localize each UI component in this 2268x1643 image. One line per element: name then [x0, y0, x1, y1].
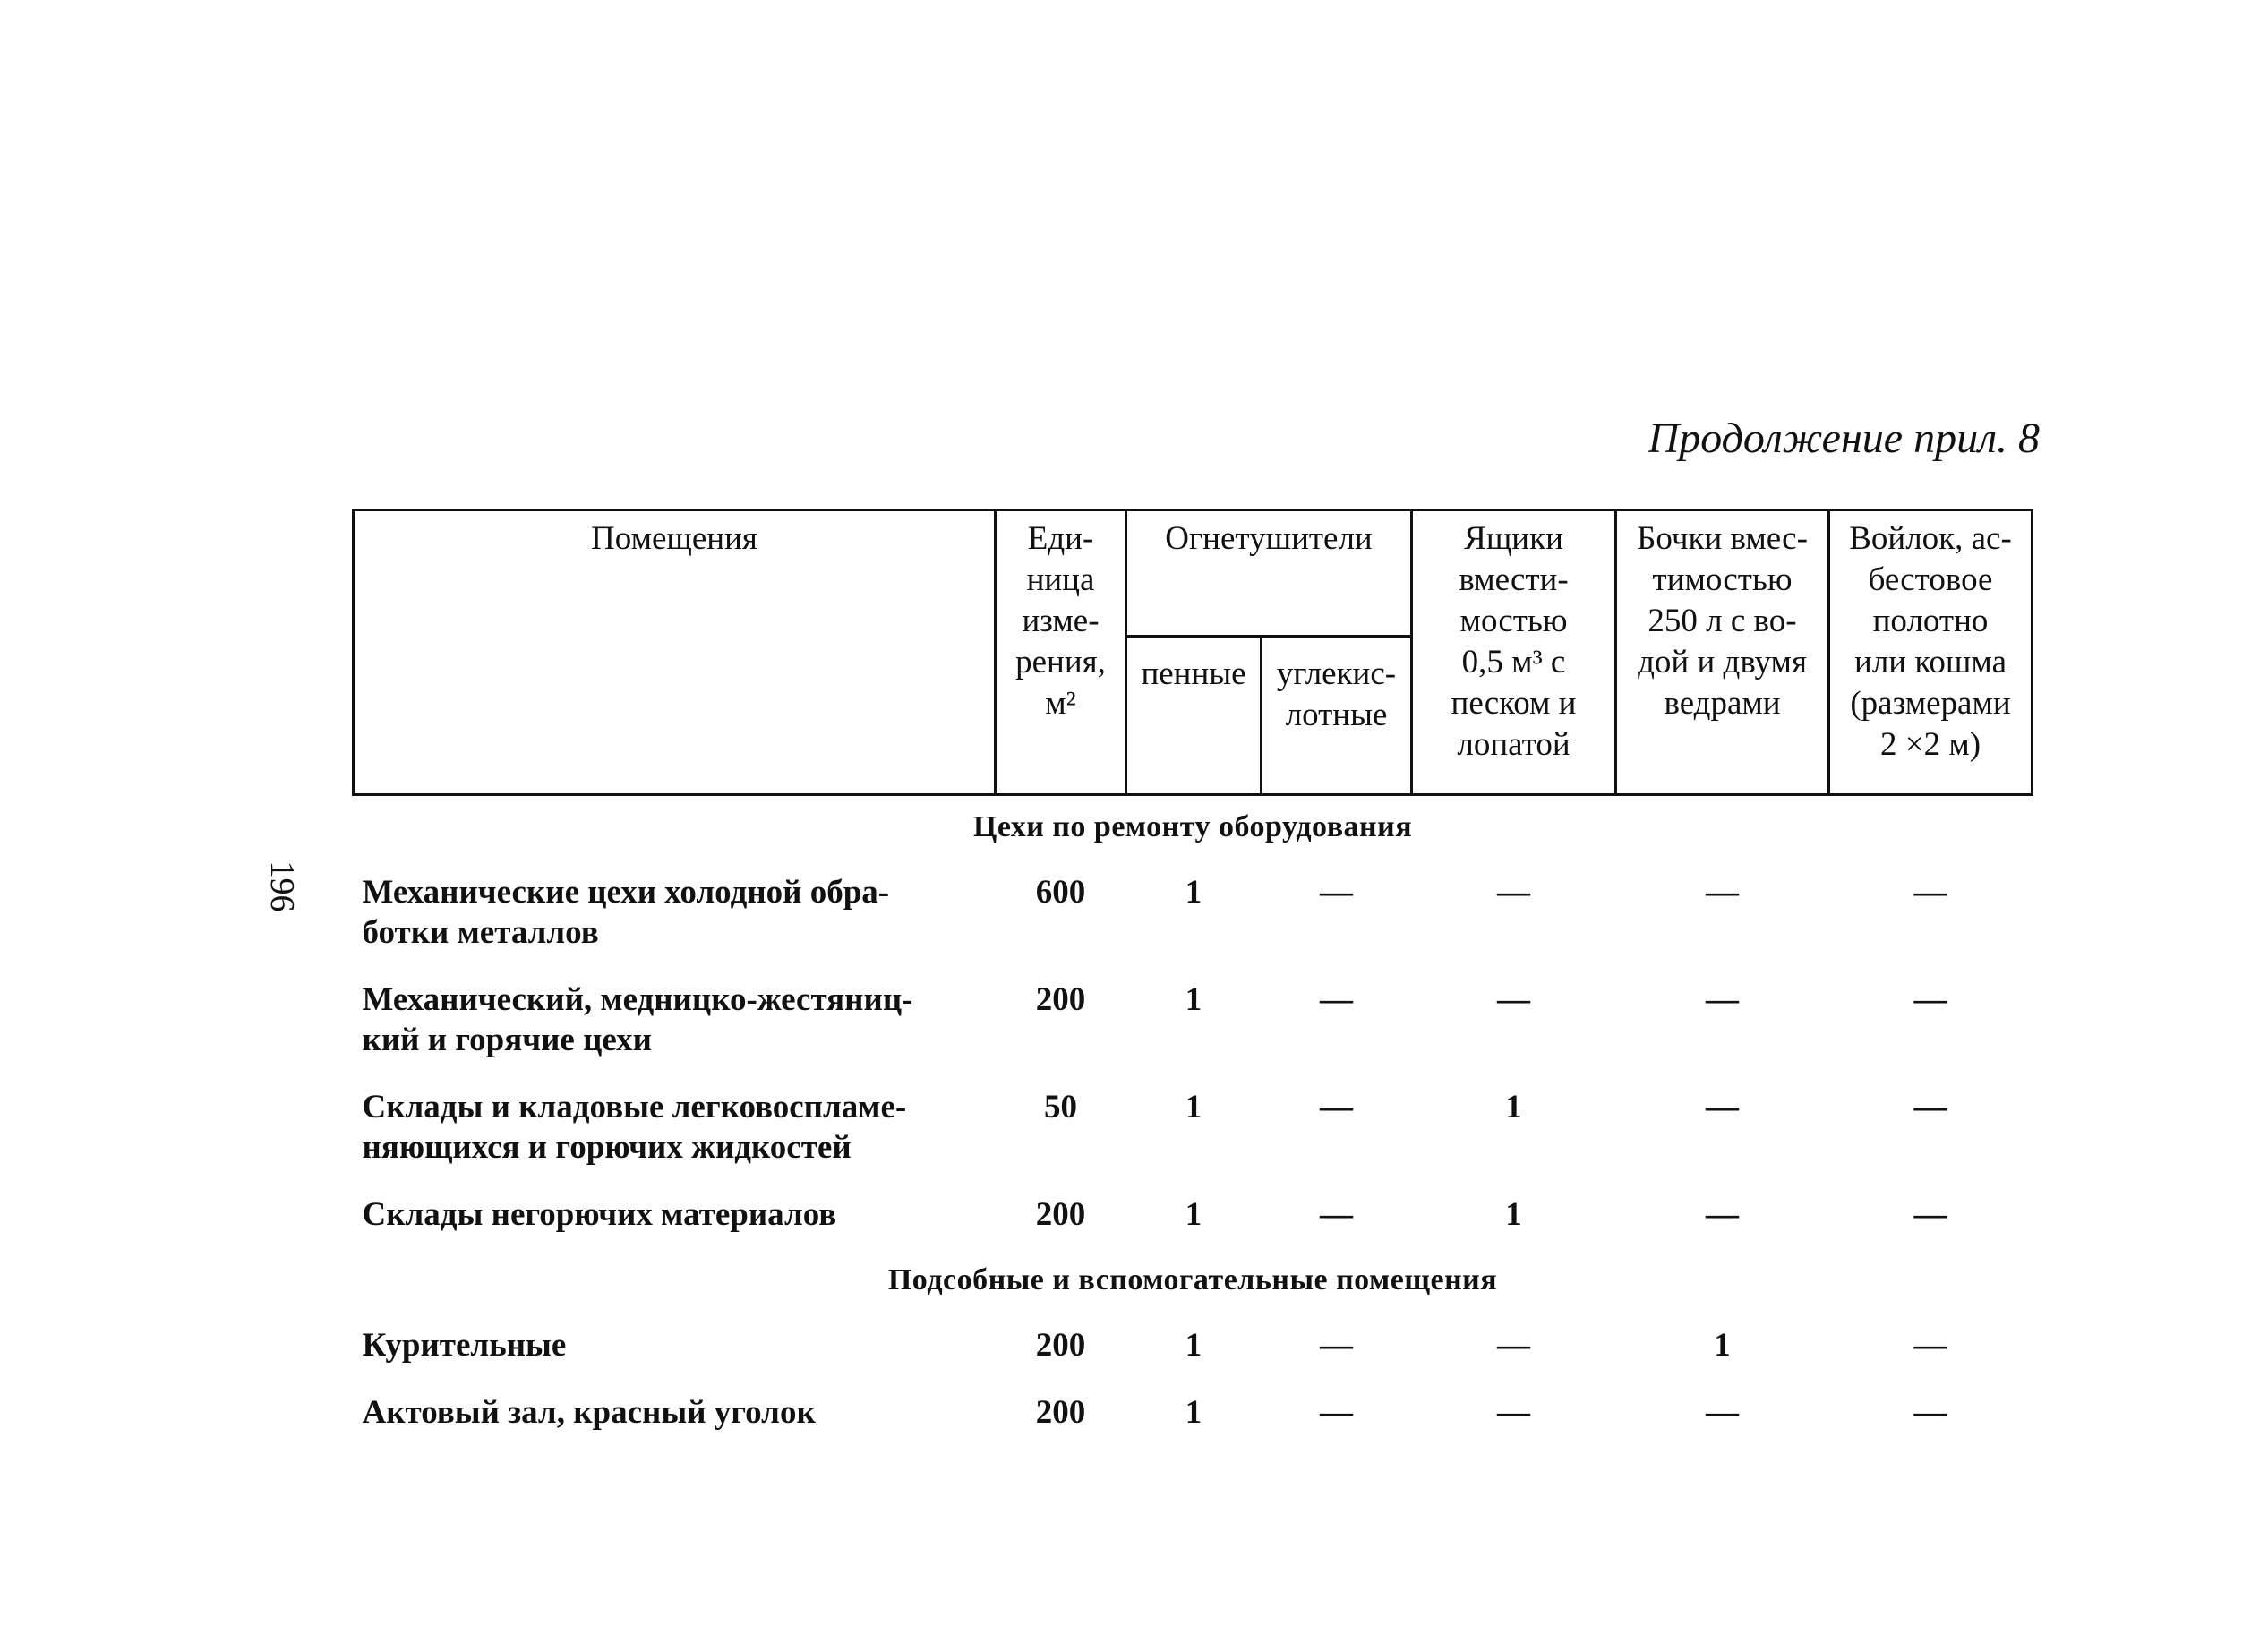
water-barrel-cell: — — [1706, 1089, 1740, 1125]
header-rooms: Помещения — [354, 510, 996, 795]
foam-extinguisher-cell: 1 — [1185, 1327, 1202, 1364]
unit-value-cell: 200 — [1035, 1196, 1086, 1233]
co2-extinguisher-cell: — — [1320, 1089, 1353, 1125]
unit-value-cell: 200 — [1035, 981, 1086, 1018]
sand-box-cell: — — [1497, 874, 1531, 911]
room-name-cell: Механический, медницко-жестяниц- кий и горячие цехи — [362, 981, 913, 1058]
co2-extinguisher-cell: — — [1320, 1394, 1353, 1431]
table-body — [354, 795, 2033, 1448]
sand-box-cell: 1 — [1505, 1196, 1522, 1233]
table-header — [354, 510, 2033, 795]
water-barrel-cell: — — [1706, 981, 1740, 1018]
section-heading-row — [354, 1249, 2033, 1313]
room-name-cell: Склады и кладовые легковоспламе- няющихся и горючих жидкостей — [362, 1089, 907, 1166]
room-name-cell: Механические цехи холодной обра- ботки металлов — [362, 874, 890, 951]
section-title: Цехи по ремонту оборудования — [972, 810, 1413, 843]
water-barrel-cell: — — [1706, 1394, 1740, 1431]
water-barrel-cell: — — [1706, 1196, 1740, 1233]
unit-value-cell: 600 — [1035, 874, 1086, 911]
table-row — [354, 1182, 2033, 1249]
header-foam: пенные — [1126, 637, 1262, 795]
header-barrels: Бочки вмес- тимостью 250 л с во- дой и двумя ведрами — [1616, 510, 1829, 795]
felt-cell: — — [1913, 1089, 1947, 1125]
foam-extinguisher-cell: 1 — [1185, 981, 1202, 1018]
table-row — [354, 1074, 2033, 1182]
unit-value-cell: 200 — [1035, 1327, 1086, 1364]
table-row — [354, 860, 2033, 967]
felt-cell: — — [1913, 1394, 1947, 1431]
table-row — [354, 1380, 2033, 1447]
section-heading-row — [354, 795, 2033, 860]
room-name-cell: Склады негорючих материалов — [362, 1196, 837, 1233]
room-name-cell: Курительные — [362, 1327, 567, 1364]
table-caption: Продолжение прил. 8 — [1648, 415, 2040, 462]
foam-extinguisher-cell: 1 — [1185, 1089, 1202, 1125]
unit-value-cell: 200 — [1035, 1394, 1086, 1431]
water-barrel-cell: 1 — [1714, 1327, 1731, 1364]
water-barrel-cell: — — [1706, 874, 1740, 911]
felt-cell: — — [1913, 1327, 1947, 1364]
table-row — [354, 1313, 2033, 1380]
foam-extinguisher-cell: 1 — [1185, 1196, 1202, 1233]
co2-extinguisher-cell: — — [1320, 874, 1353, 911]
table-row — [354, 967, 2033, 1074]
co2-extinguisher-cell: — — [1320, 981, 1353, 1018]
header-co2: углекис- лотные — [1262, 637, 1412, 795]
felt-cell: — — [1913, 981, 1947, 1018]
sand-box-cell: 1 — [1505, 1089, 1522, 1125]
header-felt: Войлок, ас- бестовое полотно или кошма (размерами 2 ×2 м) — [1829, 510, 2033, 795]
header-extinguishers: Огнетушители — [1126, 510, 1412, 637]
foam-extinguisher-cell: 1 — [1185, 874, 1202, 911]
header-sand-boxes: Ящики вмести- мостью 0,5 м³ с песком и лопатой — [1412, 510, 1616, 795]
sand-box-cell: — — [1497, 981, 1531, 1018]
section-title: Подсобные и вспомогательные помещения — [887, 1263, 1498, 1296]
page-number: 196 — [263, 860, 301, 912]
foam-extinguisher-cell: 1 — [1185, 1394, 1202, 1431]
equipment-table — [352, 509, 2033, 1447]
sand-box-cell: — — [1497, 1327, 1531, 1364]
felt-cell: — — [1913, 874, 1947, 911]
unit-value-cell: 50 — [1044, 1089, 1077, 1125]
sand-box-cell: — — [1497, 1394, 1531, 1431]
felt-cell: — — [1913, 1196, 1947, 1233]
co2-extinguisher-cell: — — [1320, 1196, 1353, 1233]
room-name-cell: Актовый зал, красный уголок — [362, 1394, 816, 1431]
header-unit: Еди- ница изме- рения, м² — [996, 510, 1126, 795]
co2-extinguisher-cell: — — [1320, 1327, 1353, 1364]
